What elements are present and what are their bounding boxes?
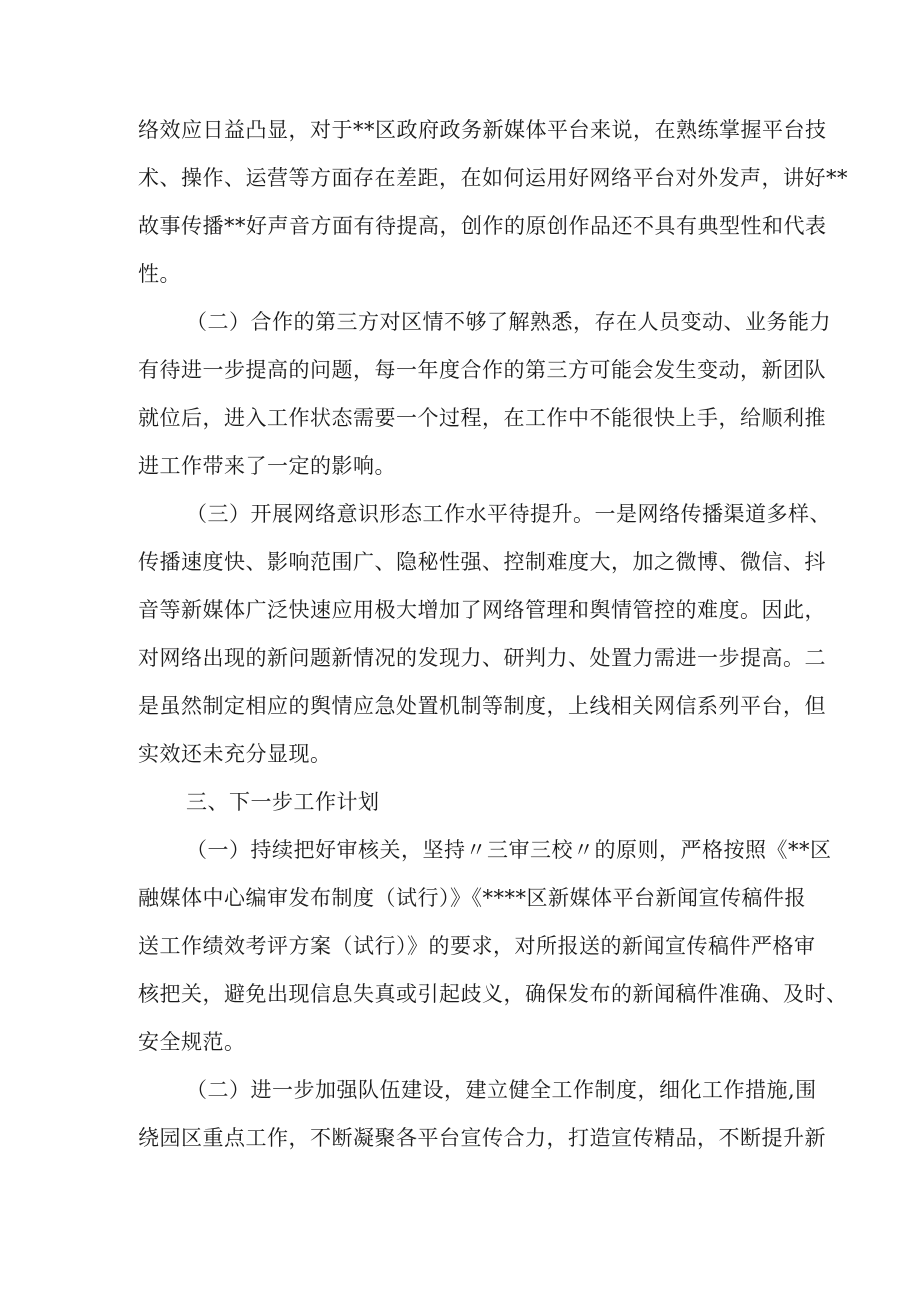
paragraph-4-line-4: 核把关，避免出现信息失真或引起歧义，确保发布的新闻稿件准确、及时、 [138,982,848,1006]
paragraph-1-line-1: 络效应日益凸显，对于**区政府政务新媒体平台来说，在熟练掌握平台技 [138,118,827,142]
paragraph-3-line-6: 实效还未充分显现。 [138,742,332,766]
paragraph-3-line-2: 传播速度快、影响范围广、隐秘性强、控制难度大，加之微博、微信、抖 [138,550,826,574]
paragraph-3-line-5: 是虽然制定相应的舆情应急处置机制等制度，上线相关网信系列平台，但 [138,694,826,718]
paragraph-4-line-3: 送工作绩效考评方案（试行）》的要求，对所报送的新闻宣传稿件严格审 [138,934,816,958]
paragraph-2-line-3: 就位后，进入工作状态需要一个过程，在工作中不能很快上手，给顺利推 [138,406,826,430]
paragraph-2-line-4: 进工作带来了一定的影响。 [138,454,396,478]
paragraph-1-line-2: 术、操作、运营等方面存在差距，在如何运用好网络平台对外发声，讲好** [138,166,848,190]
paragraph-3-line-3: 音等新媒体广泛快速应用极大增加了网络管理和舆情管控的难度。因此， [138,598,826,622]
paragraph-2-line-1: （二）合作的第三方对区情不够了解熟悉，存在人员变动、业务能力 [186,310,831,334]
paragraph-4-line-5: 安全规范。 [138,1030,246,1054]
paragraph-4-line-1: （一）持续把好审核关，坚持〃三审三校〃的原则，严格按照《**区 [186,838,832,862]
paragraph-3-line-4: 对网络出现的新问题新情况的发现力、研判力、处置力需进一步提高。二 [138,646,826,670]
section-heading: 三、下一步工作计划 [186,790,380,814]
paragraph-5-line-2: 绕园区重点工作，不断凝聚各平台宣传合力，打造宣传精品，不断提升新 [138,1126,826,1150]
paragraph-4-line-2: 融媒体中心编审发布制度（试行）》《****区新媒体平台新闻宣传稿件报 [138,886,806,910]
paragraph-3-line-1: （三）开展网络意识形态工作水平待提升。一是网络传播渠道多样、 [186,502,831,526]
paragraph-2-line-2: 有待进一步提高的问题，每一年度合作的第三方可能会发生变动，新团队 [138,358,826,382]
paragraph-1-line-3: 故事传播**好声音方面有待提高，创作的原创作品还不具有典型性和代表 [138,214,827,238]
paragraph-5-line-1: （二）进一步加强队伍建设，建立健全工作制度，细化工作措施,围 [186,1078,817,1102]
paragraph-1-line-4: 性。 [138,262,181,286]
